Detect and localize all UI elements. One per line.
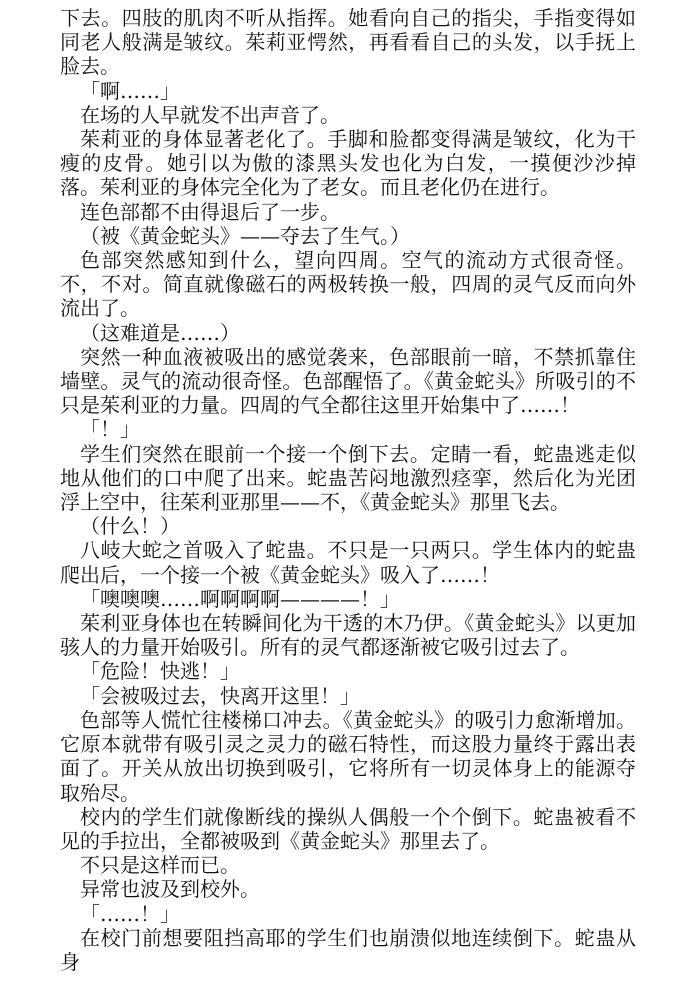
paragraph: 异常也波及到校外。 — [80, 877, 260, 902]
document-page — [60, 6, 636, 974]
paragraph: 连色部都不由得退后了一步。 — [80, 199, 340, 224]
dialogue-line: 「啊……」 — [80, 78, 180, 103]
paragraph: 突然一种血液被吸出的感觉袭来，色部眼前一暗，不禁抓靠住墙壁。灵气的流动很奇怪。色部醒悟了。《黄金蛇头》所吸引的不只是茱利亚的力量。四周的气全都往这里开始集中了……！ — [60, 344, 636, 418]
inner-thought: （被《黄金蛇头》——夺去了生气。） — [80, 223, 410, 248]
dialogue-line: 「危险！快逃！」 — [80, 659, 240, 684]
paragraph: 茱利亚身体也在转瞬间化为干透的木乃伊。《黄金蛇头》以更加骇人的力量开始吸引。所有的灵气都逐渐被它吸引过去了。 — [60, 611, 636, 660]
paragraph: 校内的学生们就像断线的操纵人偶般一个个倒下。蛇蛊被看不见的手拉出，全都被吸到《黄金蛇头》那里去了。 — [60, 804, 636, 853]
inner-thought: （什么！） — [80, 514, 180, 539]
paragraph: 在场的人早就发不出声音了。 — [80, 102, 340, 127]
paragraph: 色部突然感知到什么，望向四周。空气的流动方式很奇怪。不，不对。简直就像磁石的两极转换一般，四周的灵气反而向外流出了。 — [60, 248, 636, 321]
paragraph: 在校门前想要阻挡高耶的学生们也崩溃似地连续倒下。蛇蛊从身 — [60, 925, 636, 974]
paragraph: 八岐大蛇之首吸入了蛇蛊。不只是一只两只。学生体内的蛇蛊爬出后，一个接一个被《黄金蛇头》吸入了……！ — [60, 538, 636, 587]
paragraph: 不只是这样而已。 — [80, 853, 240, 878]
paragraph: 色部等人慌忙往楼梯口冲去。《黄金蛇头》的吸引力愈渐增加。它原本就带有吸引灵之灵力的磁石特性，而这股力量终于露出表面了。开关从放出切换到吸引，它将所有一切灵体身上的能源夺取殆尽。 — [60, 707, 636, 805]
dialogue-line: 「！」 — [80, 417, 140, 442]
inner-thought: （这难道是……） — [80, 320, 240, 345]
dialogue-line: 「……！」 — [80, 901, 180, 926]
dialogue-line: 「噢噢噢……啊啊啊啊————！」 — [80, 586, 400, 611]
paragraph: 学生们突然在眼前一个接一个倒下去。定睛一看，蛇蛊逃走似地从他们的口中爬了出来。蛇蛊苦闷地激烈痉挛，然后化为光团浮上空中，往茱利亚那里——不，《黄金蛇头》那里飞去。 — [60, 441, 636, 515]
paragraph: 茱莉亚的身体显著老化了。手脚和脸都变得满是皱纹，化为干瘦的皮骨。她引以为傲的漆黑头发也化为白发，一摸便沙沙掉落。茱利亚的身体完全化为了老女。而且老化仍在进行。 — [60, 127, 636, 200]
dialogue-line: 「会被吸过去，快离开这里！」 — [80, 683, 360, 708]
paragraph: 下去。四肢的肌肉不听从指挥。她看向自己的指尖，手指变得如同老人般满是皱纹。茱莉亚愕然，再看看自己的头发，以手抚上脸去。 — [60, 6, 636, 79]
